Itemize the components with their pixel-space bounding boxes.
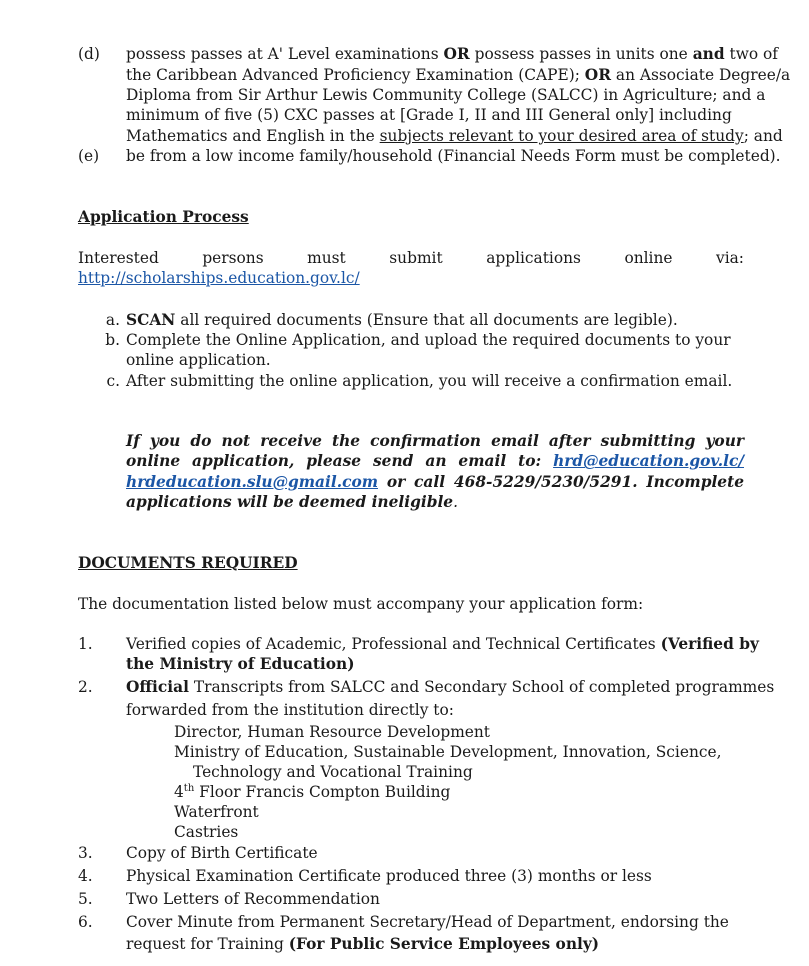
doc-4-num: 4. <box>78 867 93 885</box>
doc-1-num: 1. <box>78 635 93 653</box>
hrd-email-link[interactable]: hrd@education.gov.lc/ <box>553 452 744 471</box>
address-line-6: Castries <box>174 823 239 841</box>
notice-period: . <box>453 493 459 512</box>
item-d-label: (d) <box>78 45 100 63</box>
doc-6-line-2: request for Training (For Public Service Employees only) <box>126 935 600 953</box>
application-process-heading: Application Process <box>78 208 249 226</box>
item-d-line-1: possess passes at A' Level examinations OR possess passes in units one and two of <box>126 45 778 63</box>
doc-5-text: Two Letters of Recommendation <box>126 890 380 908</box>
doc-1-line-1: Verified copies of Academic, Professional and Technical Certificates (Verified by <box>126 635 759 653</box>
application-intro: Interested persons must submit applications online via: <box>78 249 744 267</box>
item-d-line-4: minimum of five (5) CXC passes at [Grade I, II and III General only] including <box>126 106 732 124</box>
item-d-line-5: Mathematics and English in the subjects relevant to your desired area of study; and <box>126 127 783 145</box>
doc-6-line-1: Cover Minute from Permanent Secretary/Head of Department, endorsing the <box>126 913 729 931</box>
doc-2-line-1: Official Transcripts from SALCC and Secondary School of completed programmes <box>126 678 775 696</box>
doc-3-text: Copy of Birth Certificate <box>126 844 318 862</box>
address-line-2: Ministry of Education, Sustainable Development, Innovation, Science, <box>174 743 722 761</box>
item-d-line-2: the Caribbean Advanced Proficiency Examination (CAPE); OR an Associate Degree/a <box>126 66 791 84</box>
doc-3-num: 3. <box>78 844 93 862</box>
step-a-label: a. <box>105 311 120 329</box>
step-a-text: SCAN all required documents (Ensure that all documents are legible). <box>126 311 678 329</box>
documents-required-heading: DOCUMENTS REQUIRED <box>78 554 298 572</box>
doc-4-text: Physical Examination Certificate produced three (3) months or less <box>126 867 652 885</box>
doc-6-num: 6. <box>78 913 93 931</box>
gmail-email-link[interactable]: hrdeducation.slu@gmail.com <box>126 472 378 491</box>
scholarships-link[interactable]: http://scholarships.education.gov.lc/ <box>78 269 360 287</box>
doc-1-line-2: the Ministry of Education) <box>126 655 355 673</box>
documents-intro: The documentation listed below must accompany your application form: <box>78 595 644 613</box>
address-line-1: Director, Human Resource Development <box>174 723 490 741</box>
item-e-text: be from a low income family/household (Financial Needs Form must be completed). <box>126 147 781 165</box>
step-c-label: c. <box>106 372 120 390</box>
confirmation-notice: If you do not receive the confirmation email after submitting your online application, please send an email to: hrd@education.gov.lc/ hrdeducation.slu@gmail.com or call 468-5229/5230/5291. Incomplete applications will be deemed ineligible. <box>126 432 744 512</box>
address-line-5: Waterfront <box>174 803 259 821</box>
address-line-4: 4th Floor Francis Compton Building <box>174 782 451 801</box>
step-b-text: Complete the Online Application, and upload the required documents to your online application. <box>126 331 731 370</box>
address-line-3: Technology and Vocational Training <box>193 763 473 781</box>
doc-2-line-2: forwarded from the institution directly to: <box>126 701 454 719</box>
step-b-label: b. <box>105 331 120 349</box>
item-e-label: (e) <box>78 147 100 165</box>
doc-2-num: 2. <box>78 678 93 696</box>
item-d-line-3: Diploma from Sir Arthur Lewis Community College (SALCC) in Agriculture; and a <box>126 86 766 104</box>
doc-5-num: 5. <box>78 890 93 908</box>
step-c-text: After submitting the online application, you will receive a confirmation email. <box>126 372 733 390</box>
